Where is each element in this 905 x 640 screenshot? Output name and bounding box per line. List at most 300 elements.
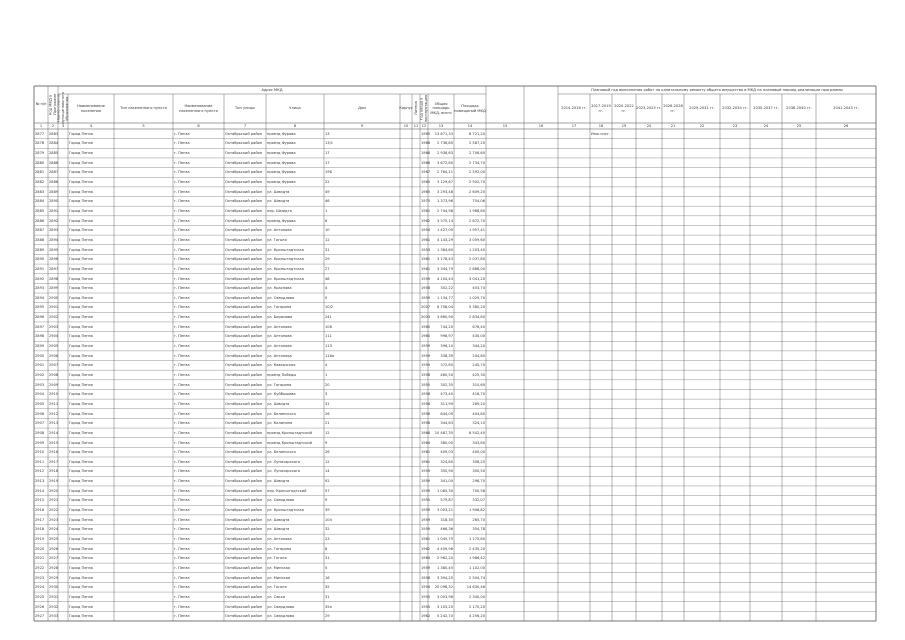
table-cell-rn: Октябрьский район <box>225 324 263 329</box>
column-header-street_t: Тип улицы <box>234 106 256 111</box>
table-cell-mo: Город Пенза <box>69 546 93 551</box>
table-cell-y: 1961 <box>421 537 431 541</box>
column-number: 15 <box>502 123 508 128</box>
table-cell-b: 1 102,00 <box>468 565 485 570</box>
table-cell-c: 2883 <box>49 131 59 136</box>
table-cell-n: 2918 <box>35 527 45 532</box>
table-cell-mo: Город Пенза <box>69 237 93 242</box>
table-cell-d: 5 <box>325 295 328 300</box>
table-cell-a: 1 380,45 <box>436 565 453 570</box>
table-cell-sett: г. Пенза <box>174 614 190 619</box>
column-number: 14 <box>467 123 473 128</box>
table-cell-sett: г. Пенза <box>174 363 190 368</box>
table-cell-n: 2916 <box>35 508 45 513</box>
table-cell-c: 2929 <box>49 575 59 580</box>
table-cell-st: проезд Фурова <box>267 141 296 146</box>
table-cell-mo: Город Пенза <box>69 324 93 329</box>
table-cell-y: 1955 <box>421 382 431 387</box>
table-cell-mo: Город Пенза <box>69 604 93 609</box>
table-cell-st: проезд Фурова <box>267 218 296 223</box>
table-cell-c: 2923 <box>49 517 59 522</box>
table-cell-n: 2890 <box>35 257 45 262</box>
table-cell-b: 2 688,00 <box>468 266 485 271</box>
column-header-korp: Корпус <box>399 106 413 111</box>
table-cell-d: 9 <box>325 440 328 445</box>
table-cell-st: ул. Гоголя <box>267 237 287 242</box>
table-cell-st: проезд Фурова <box>267 160 296 165</box>
table-cell-rn: Октябрьский район <box>225 401 263 406</box>
column-header-name: Наименование населенного пункта <box>179 104 218 113</box>
table-cell-st: ул. Свердлова <box>267 604 295 609</box>
column-number: 20 <box>646 123 652 128</box>
table-cell-c: 2917 <box>49 459 59 464</box>
table-cell-n: 2899 <box>35 344 45 349</box>
table-cell-a: 2 764,11 <box>436 170 453 175</box>
table-cell-y: 1965 <box>421 131 431 136</box>
table-cell-rn: Октябрьский район <box>225 363 263 368</box>
table-cell-n: 2878 <box>35 141 45 146</box>
table-cell-b: 289,20 <box>472 401 485 406</box>
table-cell-rn: Октябрьский район <box>225 382 263 387</box>
table-cell-d: 19Б <box>325 170 333 175</box>
table-cell-mo: Город Пенза <box>69 594 93 599</box>
column-number: 10 <box>403 123 409 128</box>
table-cell-n: 2906 <box>35 411 45 416</box>
table-cell-a: 4 459,98 <box>436 546 453 551</box>
table-cell-y: 1962 <box>421 546 431 551</box>
table-cell-st: ул. Гагарина <box>267 382 292 387</box>
table-cell-st: ул. Минская <box>267 565 291 570</box>
table-cell-rn: Октябрьский район <box>225 440 263 445</box>
table-cell-st: проезд Победы <box>267 373 297 377</box>
table-cell-y: 1975 <box>421 199 431 204</box>
table-cell-a: 409,03 <box>440 450 453 455</box>
table-cell-n: 2922 <box>35 565 45 570</box>
table-cell-a: 6 758,04 <box>436 305 453 310</box>
table-cell-sett: г. Пенза <box>174 276 190 281</box>
column-number: 9 <box>360 123 364 128</box>
table-cell-a: 372,65 <box>440 363 453 368</box>
table-cell-sett: г. Пенза <box>174 527 190 532</box>
table-cell-mo: Город Пенза <box>69 401 93 406</box>
table-cell-d: 22 <box>325 180 330 185</box>
table-cell-rn: Октябрьский район <box>225 488 263 493</box>
table-cell-st: ул. Кронштадтская <box>267 247 304 252</box>
table-cell-d: 1 <box>325 373 328 377</box>
table-cell-mo: Город Пенза <box>69 614 93 619</box>
table-cell-b: 300,50 <box>472 469 485 474</box>
table-cell-sett: г. Пенза <box>174 237 190 242</box>
table-cell-n: 2897 <box>35 324 45 329</box>
table-cell-a: 396,10 <box>440 344 453 349</box>
table-cell-b: 400,00 <box>472 450 485 455</box>
column-number: 12 <box>421 123 427 128</box>
table-cell-c: 2913 <box>49 421 59 426</box>
table-cell-y: 1955 <box>421 604 431 609</box>
column-number: 3 <box>61 123 65 128</box>
table-cell-sett: г. Пенза <box>174 218 190 223</box>
table-cell-sett: г. Пенза <box>174 247 190 252</box>
table-cell-sett: г. Пенза <box>174 537 190 541</box>
table-cell-c: 2911 <box>49 401 59 406</box>
table-cell-mo: Город Пенза <box>69 373 93 377</box>
table-cell-a: 3 003,21 <box>436 508 453 513</box>
table-cell-d: 8 <box>325 546 328 551</box>
table-cell-c: 2930 <box>49 585 59 590</box>
table-cell-a: 344,63 <box>440 421 453 426</box>
table-cell-y: 1959 <box>421 344 431 349</box>
table-cell-y: 1960 <box>421 324 431 329</box>
table-cell-d: 17 <box>325 160 330 165</box>
column-header-area: Общая площадь МКД, всего <box>430 101 452 115</box>
table-cell-rn: Октябрьский район <box>225 565 263 570</box>
table-cell-a: 3 660,90 <box>436 315 453 320</box>
table-cell-c: 2902 <box>49 315 59 320</box>
table-cell-c: 2931 <box>49 594 59 599</box>
table-cell-b: 2 834,80 <box>468 315 485 320</box>
table-cell-d: 3 <box>325 392 328 397</box>
table-cell-d: 10 <box>325 228 330 233</box>
table-cell-mo: Город Пенза <box>69 392 93 397</box>
table-cell-rn: Октябрьский район <box>225 247 263 252</box>
table-cell-sett: г. Пенза <box>174 430 190 435</box>
table-cell-sett: г. Пенза <box>174 228 190 233</box>
table-cell-d: 39 <box>325 508 330 513</box>
table-cell-st: ул. Кронштадтская <box>267 276 304 281</box>
table-cell-st: ул. Гоголя <box>267 585 287 590</box>
table-cell-sett: г. Пенза <box>174 392 190 397</box>
table-cell-c: 2895 <box>49 247 59 252</box>
table-cell-st: ул. Кавказская <box>267 363 296 368</box>
table-cell-n: 2884 <box>35 199 45 204</box>
table-cell-n: 2887 <box>35 228 45 233</box>
table-cell-rn: Октябрьский район <box>225 180 263 185</box>
table-cell-sett: г. Пенза <box>174 498 190 503</box>
table-cell-y: 1961 <box>421 459 431 464</box>
column-number: 13 <box>438 123 444 128</box>
column-number: 26 <box>843 123 849 128</box>
table-cell-c: 2926 <box>49 546 59 551</box>
table-cell-mo: Город Пенза <box>69 382 93 387</box>
table-cell-a: 644,09 <box>440 411 453 416</box>
table-cell-y: 1958 <box>421 373 431 377</box>
table-cell-a: 3 344,79 <box>436 266 453 271</box>
table-cell-n: 2879 <box>35 151 45 156</box>
table-cell-rn: Октябрьский район <box>225 334 263 339</box>
table-cell-sett: г. Пенза <box>174 469 190 474</box>
table-cell-rn: Октябрьский район <box>225 556 263 561</box>
table-cell-st: ул. Шмидта <box>267 401 290 406</box>
table-cell-sett: г. Пенза <box>174 401 190 406</box>
table-cell-d: 10/2 <box>325 305 334 310</box>
column-number: 21 <box>670 123 676 128</box>
table-cell-y: 1955 <box>421 594 431 599</box>
table-cell-y: 1967 <box>421 170 431 175</box>
table-cell-n: 2880 <box>35 160 45 165</box>
table-cell-y: 1959 <box>421 517 431 522</box>
table-cell-y: 1965 <box>421 180 431 185</box>
table-cell-rn: Октябрьский район <box>225 527 263 532</box>
column-number: 23 <box>732 123 738 128</box>
table-cell-c: 2925 <box>49 537 59 541</box>
column-number: 1 <box>39 123 43 128</box>
table-cell-c: 2921 <box>49 498 59 503</box>
table-cell-y: 1961 <box>421 237 431 242</box>
table-cell-c: 2918 <box>49 469 59 474</box>
table-cell-a: 998,97 <box>440 334 453 339</box>
table-cell-c: 2899 <box>49 286 59 291</box>
table-cell-n: 2902 <box>35 373 45 377</box>
table-cell-st: ул. Антонова <box>267 537 292 541</box>
table-cell-sett: г. Пенза <box>174 450 190 455</box>
table-cell-d: 12 <box>325 459 330 464</box>
table-cell-b: 2 734,70 <box>468 160 485 165</box>
table-cell-a: 1 134,77 <box>436 295 453 300</box>
document-sheet <box>34 86 876 621</box>
table-cell-n: 2903 <box>35 382 45 387</box>
table-cell-st: ул. Кронштадтская <box>267 508 304 513</box>
table-cell-st: ул. Белинского <box>267 411 296 416</box>
column-header-house: Дом <box>358 106 366 111</box>
table-cell-c: 2916 <box>49 450 59 455</box>
table-cell-mo: Город Пенза <box>69 209 93 213</box>
table-cell-a: 311,99 <box>440 401 453 406</box>
table-cell-rn: Октябрьский район <box>225 209 263 213</box>
table-cell-y: 1959 <box>421 527 431 532</box>
table-cell-a: 20 098,32 <box>434 585 453 590</box>
column-number: 22 <box>699 123 705 128</box>
table-cell-n: 2924 <box>35 585 45 590</box>
table-cell-n: 2889 <box>35 247 45 252</box>
table-cell-d: 23 <box>325 537 330 541</box>
table-cell-c: 2891 <box>49 209 59 213</box>
table-cell-mo: Город Пенза <box>69 257 93 262</box>
table-cell-b: 8 721,20 <box>468 131 485 136</box>
period-group-header: Плановый год выполнения работ по капитальному ремонту общего имущества в МКД на плановый период реализации программы <box>591 87 843 92</box>
table-cell-b: 2 435,20 <box>468 546 485 551</box>
table-cell-d: 13 <box>325 131 330 136</box>
table-cell-a: 4 143,29 <box>436 237 453 242</box>
table-cell-n: 2881 <box>35 170 45 175</box>
table-cell-mo: Город Пенза <box>69 189 93 194</box>
table-cell-st: проезд Кронштадтский <box>267 430 312 435</box>
table-cell-y: 1959 <box>421 353 431 358</box>
table-cell-n: 2921 <box>35 556 45 561</box>
table-cell-mo: Город Пенза <box>69 151 93 156</box>
column-number: 4 <box>89 123 93 128</box>
table-cell-c: 2924 <box>49 527 59 532</box>
table-cell-rn: Октябрьский район <box>225 228 263 233</box>
table-cell-rn: Октябрьский район <box>225 479 263 484</box>
table-cell-rn: Октябрьский район <box>225 131 263 136</box>
table-cell-y: 1961 <box>421 450 431 455</box>
table-cell-sett: г. Пенза <box>174 344 190 349</box>
table-cell-b: 1 175,60 <box>468 537 485 541</box>
table-cell-d: 31 <box>325 556 330 561</box>
table-cell-b: 310,60 <box>472 382 485 387</box>
table-cell-c: 2890 <box>49 199 59 204</box>
table-cell-sett: г. Пенза <box>174 546 190 551</box>
address-group-header: Адрес МКД <box>261 87 283 92</box>
table-cell-b: 1 988,60 <box>468 209 485 213</box>
table-cell-d: 92 <box>325 479 330 484</box>
table-cell-d: 241 <box>325 315 332 320</box>
table-cell-rn: Октябрьский район <box>225 421 263 426</box>
table-cell-b: 754,06 <box>472 199 485 204</box>
year-header: 2014-2016 гг. <box>561 106 587 111</box>
table-cell-a: 460,50 <box>440 373 453 377</box>
table-cell-b: 2 504,74 <box>468 575 485 580</box>
table-cell-b: 14 630,46 <box>466 585 485 590</box>
year-header: 2041-2043 гг. <box>833 106 859 111</box>
table-cell-c: 2900 <box>49 295 59 300</box>
year-header: 2029-2031 гг. <box>689 106 715 111</box>
table-cell-a: 13 671,33 <box>434 131 453 136</box>
table-cell-y: 1959 <box>421 479 431 484</box>
table-cell-d: 48 <box>325 276 330 281</box>
table-cell-y: 1962 <box>421 614 431 619</box>
table-cell-d: 20 <box>325 382 330 387</box>
table-cell-c: 2887 <box>49 170 59 175</box>
table-cell-mo: Город Пенза <box>69 344 93 349</box>
table-cell-rn: Октябрьский район <box>225 353 263 358</box>
table-cell-n: 2893 <box>35 286 45 291</box>
table-cell-sett: г. Пенза <box>174 594 190 599</box>
table-cell-mo: Город Пенза <box>69 170 93 175</box>
table-cell-mo: Город Пенза <box>69 180 93 185</box>
table-cell-sett: г. Пенза <box>174 382 190 387</box>
table-cell-st: ул. Гоголя <box>267 556 287 561</box>
table-cell-d: 116а <box>325 353 335 358</box>
table-cell-mo: Город Пенза <box>69 315 93 320</box>
table-cell-sett: г. Пенза <box>174 151 190 156</box>
table-cell-c: 2908 <box>49 373 59 377</box>
table-cell-y: 2007 <box>421 305 431 310</box>
table-cell-a: 2 736,85 <box>436 141 453 146</box>
table-cell-y: 1959 <box>421 276 431 281</box>
table-cell-n: 2900 <box>35 353 45 358</box>
table-cell-mo: Город Пенза <box>69 363 93 368</box>
table-cell-st: ул. Свердлова <box>267 498 295 503</box>
table-cell-a: 3 129,67 <box>436 180 453 185</box>
table-cell-b: 1 029,70 <box>468 295 485 300</box>
table-cell-st: ул. Гагарина <box>267 546 292 551</box>
table-cell-c: 2884 <box>49 141 59 146</box>
table-cell-sett: г. Пенза <box>174 488 190 493</box>
table-cell-mo: Город Пенза <box>69 266 93 271</box>
table-cell-st: ул. Краснова <box>267 286 292 291</box>
table-cell-rn: Октябрьский район <box>225 218 263 223</box>
table-cell-b: 308,25 <box>472 459 485 464</box>
table-cell-n: 2910 <box>35 450 45 455</box>
table-cell-mo: Город Пенза <box>69 247 93 252</box>
table-cell-b: 418,70 <box>472 392 485 397</box>
table-cell-sett: г. Пенза <box>174 421 190 426</box>
table-cell-c: 2933 <box>49 614 59 619</box>
table-cell-sett: г. Пенза <box>174 286 190 291</box>
table-cell-y: 1959 <box>421 295 431 300</box>
table-cell-c: 2920 <box>49 488 59 493</box>
table-cell-rn: Октябрьский район <box>225 151 263 156</box>
table-cell-sett: г. Пенза <box>174 411 190 416</box>
table-cell-d: 108 <box>325 324 332 329</box>
column-header-year: Год ввода в эксплуатацию <box>419 94 428 123</box>
table-cell-d: 46 <box>325 199 330 204</box>
year-header: 2038-2040 гг. <box>786 106 812 111</box>
table-cell-b: 245,70 <box>472 363 485 368</box>
table-cell-a: 3 103,25 <box>436 604 453 609</box>
table-cell-sett: г. Пенза <box>174 585 190 590</box>
table-cell-y: 1961 <box>421 257 431 262</box>
column-header-code: Код МКД в Программе <box>48 93 57 116</box>
table-cell-mo: Город Пенза <box>69 334 93 339</box>
table-cell-rn: Октябрьский район <box>225 469 263 474</box>
column-header-street: Улица <box>289 106 301 111</box>
table-cell-rn: Октябрьский район <box>225 295 263 300</box>
table-cell-rn: Октябрьский район <box>225 266 263 271</box>
table-cell-mo: Город Пенза <box>69 488 93 493</box>
table-cell-mo: Город Пенза <box>69 141 93 146</box>
table-cell-sett: г. Пенза <box>174 209 190 213</box>
table-cell-b: 700,58 <box>472 488 485 493</box>
table-cell-c: 2906 <box>49 353 59 358</box>
table-cell-sett: г. Пенза <box>174 141 190 146</box>
table-cell-b: 298,70 <box>472 479 485 484</box>
table-cell-a: 3 178,43 <box>436 257 453 262</box>
table-cell-n: 2891 <box>35 266 45 271</box>
table-cell-y: 1958 <box>421 286 431 291</box>
column-number: 7 <box>243 123 247 128</box>
table-cell-mo: Город Пенза <box>69 498 93 503</box>
column-header-area2: Площадь помещений МКД <box>454 104 486 113</box>
table-cell-mo: Город Пенза <box>69 430 93 435</box>
table-cell-sett: г. Пенза <box>174 334 190 339</box>
table-cell-st: ул. Антонова <box>267 353 292 358</box>
table-cell-y: 2003 <box>421 315 431 320</box>
table-cell-y: 1966 <box>421 141 431 146</box>
table-cell-c: 2919 <box>49 479 59 484</box>
table-cell-c: 2897 <box>49 266 59 271</box>
table-cell-d: 113 <box>325 344 332 349</box>
table-cell-c: 2885 <box>49 151 59 156</box>
table-cell-b: 2 587,20 <box>468 141 485 146</box>
table-cell-mo: Город Пенза <box>69 131 93 136</box>
table-cell-sett: г. Пенза <box>174 604 190 609</box>
table-cell-c: 2907 <box>49 363 59 368</box>
table-cell-sett: г. Пенза <box>174 517 190 522</box>
table-cell-rn: Октябрьский район <box>225 498 263 503</box>
table-cell-a: 302,35 <box>440 382 453 387</box>
table-cell-st: ул. Шмидта <box>267 517 290 522</box>
table-cell-rn: Октябрьский район <box>225 604 263 609</box>
table-cell-n: 2877 <box>35 131 45 136</box>
table-cell-n: 2911 <box>35 459 45 464</box>
table-cell-st: ул. Гагарина <box>267 305 292 310</box>
table-cell-rn: Октябрьский район <box>225 537 263 541</box>
table-cell-n: 2913 <box>35 479 45 484</box>
table-cell-mo: Город Пенза <box>69 450 93 455</box>
table-cell-mo: Город Пенза <box>69 276 93 281</box>
table-cell-st: ул. Куйбышева <box>267 392 296 397</box>
table-cell-rn: Октябрьский район <box>225 141 263 146</box>
table-cell-mo: Город Пенза <box>69 556 93 561</box>
table-cell-n: 2892 <box>35 276 45 281</box>
table-cell-b: 324,10 <box>472 421 485 426</box>
table-cell-b: 344,20 <box>472 344 485 349</box>
table-cell-a: 579,87 <box>440 498 453 503</box>
table-cell-d: 49 <box>325 189 330 194</box>
column-header-lit: Литера <box>413 101 418 116</box>
